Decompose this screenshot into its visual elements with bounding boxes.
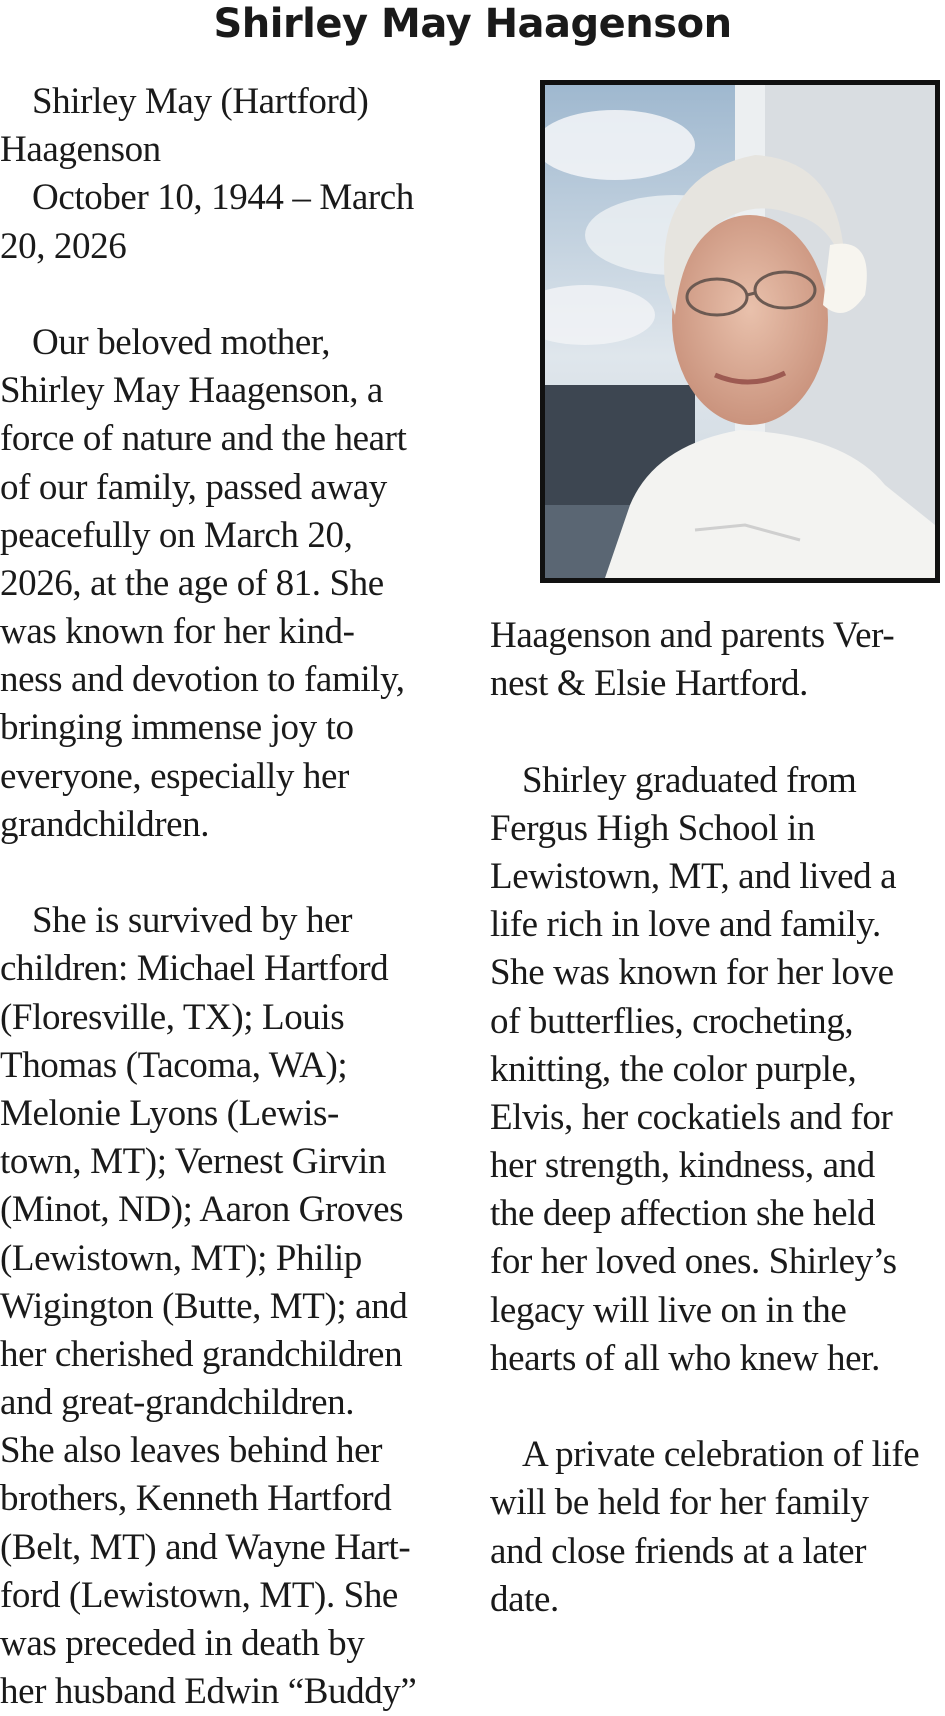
paragraph-gap [0, 271, 462, 319]
text-line: and close friends at a later [490, 1530, 867, 1572]
text-line: Elvis, her cockatiels and for [490, 1096, 893, 1138]
text-line: and great-grandchildren. [0, 1382, 355, 1424]
text-line: (Floresville, TX); Louis [0, 996, 345, 1038]
text-line: ness and devotion to family, [0, 659, 405, 701]
text-line: the deep affection she held [490, 1193, 876, 1235]
text-line: (Minot, ND); Aaron Groves [0, 1189, 404, 1231]
text-line: She was known for her love [490, 952, 894, 994]
text-line: knitting, the color purple, [490, 1048, 857, 1090]
text-line: ford (Lewistown, MT). She [0, 1574, 398, 1616]
text-line: Haagenson [0, 129, 161, 171]
text-line: Wigington (Butte, MT); and [0, 1285, 408, 1327]
obituary-title: Shirley May Haagenson [213, 1, 732, 47]
text-line: children: Michael Hartford [0, 948, 389, 990]
text-line: her cherished grandchildren [0, 1333, 403, 1375]
text-line: her husband Edwin “Buddy” [0, 1671, 417, 1713]
text-line: She is survived by her [32, 900, 353, 942]
text-line: everyone, especially her [0, 755, 349, 797]
text-line: Melonie Lyons (Lewis- [0, 1092, 339, 1134]
text-line: A private celebration of life [522, 1434, 920, 1476]
text-line: Our beloved mother, [32, 321, 331, 363]
text-line: Fergus High School in [490, 807, 815, 849]
left-text-column [0, 78, 462, 1716]
text-line: brothers, Kenneth Hartford [0, 1478, 392, 1520]
text-line: of butterflies, crocheting, [490, 1000, 854, 1042]
text-line: bringing immense joy to [0, 707, 354, 749]
text-line: grandchildren. [0, 803, 210, 845]
portrait-image [545, 85, 935, 578]
text-line: of our family, passed away [0, 466, 387, 508]
text-line: date. [490, 1578, 559, 1620]
paragraph-gap [490, 708, 945, 756]
text-line: Shirley graduated from [522, 759, 857, 801]
paragraph-gap [490, 1383, 945, 1431]
text-line: Lewistown, MT, and lived a [490, 855, 897, 897]
text-line: hearts of all who knew her. [490, 1337, 880, 1379]
text-line: She also leaves behind her [0, 1430, 383, 1472]
text-line: Shirley May Haagenson, a [0, 370, 383, 412]
text-line: Shirley May (Hartford) [32, 81, 369, 122]
text-line: town, MT); Vernest Girvin [0, 1141, 386, 1183]
portrait-photo [540, 80, 940, 583]
text-line: Haagenson and parents Ver- [490, 615, 895, 656]
text-line: 20, 2026 [0, 225, 127, 267]
text-line: peacefully on March 20, [0, 514, 353, 556]
text-line: 2026, at the age of 81. She [0, 562, 384, 604]
paragraph-gap [0, 849, 462, 897]
text-line: (Belt, MT) and Wayne Hart- [0, 1526, 411, 1568]
text-line: nest & Elsie Hartford. [490, 663, 808, 705]
text-line: was preceded in death by [0, 1623, 365, 1664]
text-line: force of nature and the heart [0, 418, 407, 460]
text-line: life rich in love and family. [490, 904, 881, 946]
text-line: Thomas (Tacoma, WA); [0, 1044, 348, 1086]
text-line: her strength, kindness, and [490, 1145, 875, 1187]
text-line: will be held for her family [490, 1482, 869, 1524]
text-line: was known for her kind- [0, 611, 355, 653]
right-text-column [490, 612, 945, 1624]
text-line: October 10, 1944 – March [32, 177, 414, 219]
text-line: legacy will live on in the [490, 1289, 847, 1331]
text-line: (Lewistown, MT); Philip [0, 1237, 362, 1279]
text-line: for her loved ones. Shirley’s [490, 1241, 897, 1283]
